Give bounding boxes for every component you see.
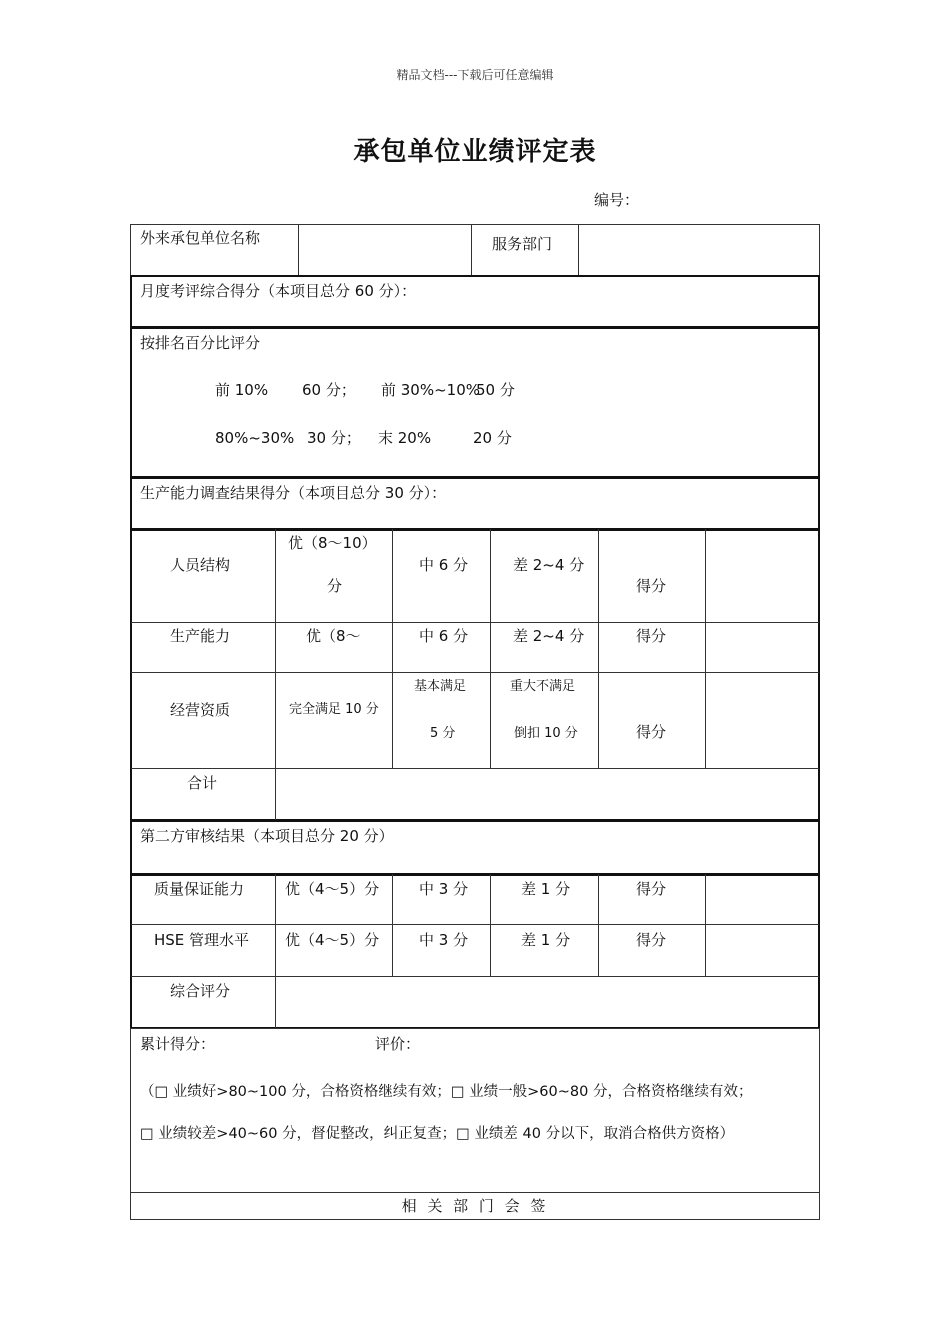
service-dept-field[interactable] bbox=[580, 228, 816, 272]
quality-opt-poor: 差 1 分 bbox=[521, 880, 571, 898]
rule-top10-score: 60 分； bbox=[302, 381, 356, 399]
capacity-opt-mid: 中 6 分 bbox=[419, 627, 469, 645]
audit-header: 第二方审核结果（本项目总分 20 分） bbox=[140, 827, 394, 845]
criteria-line-1: （□ 业绩好>80~100 分，合格资格继续有效；□ 业绩一般>60~80 分，合格资格继续有效； bbox=[140, 1084, 753, 1100]
qualification-opt-basic: 基本满足 bbox=[414, 679, 467, 694]
evaluation-label: 评价： bbox=[375, 1035, 421, 1053]
unit-name-label: 外来承包单位名称 bbox=[140, 229, 261, 247]
qualification-score-label: 得分 bbox=[636, 723, 667, 741]
qualification-score-field[interactable] bbox=[707, 674, 817, 766]
row-label-personnel: 人员结构 bbox=[170, 556, 231, 574]
personnel-score-label: 得分 bbox=[636, 577, 667, 595]
capacity-opt-good: 优（8～ bbox=[306, 627, 361, 645]
audit-label-quality: 质量保证能力 bbox=[154, 880, 245, 898]
overall-score-label: 综合评分 bbox=[170, 982, 231, 1000]
rule-mid-score: 30 分； bbox=[307, 429, 361, 447]
quality-opt-mid: 中 3 分 bbox=[419, 880, 469, 898]
production-header: 生产能力调查结果得分（本项目总分 30 分）： bbox=[140, 484, 447, 502]
personnel-score-field[interactable] bbox=[707, 531, 817, 620]
capacity-score-label: 得分 bbox=[636, 627, 667, 645]
rule-top30: 前 30%~10% bbox=[381, 381, 481, 399]
row-label-capacity: 生产能力 bbox=[170, 627, 231, 645]
overall-score-field[interactable] bbox=[277, 978, 817, 1027]
sign-off-label: 相 关 部 门 会 签 bbox=[401, 1197, 549, 1215]
hse-score-label: 得分 bbox=[636, 931, 667, 949]
header-note: 精品文档---下载后可任意编辑 bbox=[396, 68, 554, 82]
personnel-opt-good-unit: 分 bbox=[327, 577, 343, 595]
production-total-label: 合计 bbox=[187, 774, 218, 792]
capacity-score-field[interactable] bbox=[707, 624, 817, 670]
summary-section bbox=[130, 1028, 820, 1193]
quality-score-label: 得分 bbox=[636, 880, 667, 898]
personnel-opt-poor: 差 2~4 分 bbox=[513, 556, 585, 574]
serial-number-label: 编号： bbox=[594, 191, 640, 209]
qualification-opt-full: 完全满足 10 分 bbox=[289, 702, 379, 717]
quality-opt-good: 优（4～5）分 bbox=[285, 880, 380, 898]
rule-mid: 80%~30% bbox=[215, 429, 295, 447]
production-total-field[interactable] bbox=[277, 770, 817, 819]
hse-opt-good: 优（4～5）分 bbox=[285, 931, 380, 949]
rule-top30-score: 50 分 bbox=[476, 381, 515, 399]
unit-name-field[interactable] bbox=[300, 228, 468, 272]
qualification-opt-basic-score: 5 分 bbox=[430, 726, 456, 741]
capacity-opt-poor: 差 2~4 分 bbox=[513, 627, 585, 645]
personnel-opt-good: 优（8～10） bbox=[288, 534, 377, 552]
row-label-qualification: 经营资质 bbox=[170, 701, 231, 719]
hse-score-field[interactable] bbox=[707, 926, 817, 974]
ranking-title: 按排名百分比评分 bbox=[140, 334, 261, 352]
qualification-opt-major: 重大不满足 bbox=[510, 679, 576, 694]
monthly-header: 月度考评综合得分（本项目总分 60 分）： bbox=[140, 282, 417, 300]
hse-opt-mid: 中 3 分 bbox=[419, 931, 469, 949]
rule-top10: 前 10% bbox=[215, 381, 269, 399]
rule-bottom: 末 20% bbox=[378, 429, 432, 447]
criteria-line-2: □ 业绩较差>40~60 分，督促整改，纠正复查；□ 业绩差 40 分以下，取消合格供方资格） bbox=[140, 1126, 735, 1142]
audit-label-hse: HSE 管理水平 bbox=[154, 931, 250, 949]
cumulative-score-label: 累计得分： bbox=[140, 1035, 216, 1053]
service-dept-label: 服务部门 bbox=[492, 235, 553, 253]
quality-score-field[interactable] bbox=[707, 876, 817, 922]
qualification-opt-major-score: 倒扣 10 分 bbox=[514, 726, 578, 741]
hse-opt-poor: 差 1 分 bbox=[521, 931, 571, 949]
rule-bottom-score: 20 分 bbox=[473, 429, 512, 447]
personnel-opt-mid: 中 6 分 bbox=[419, 556, 469, 574]
document-title: 承包单位业绩评定表 bbox=[353, 137, 597, 167]
